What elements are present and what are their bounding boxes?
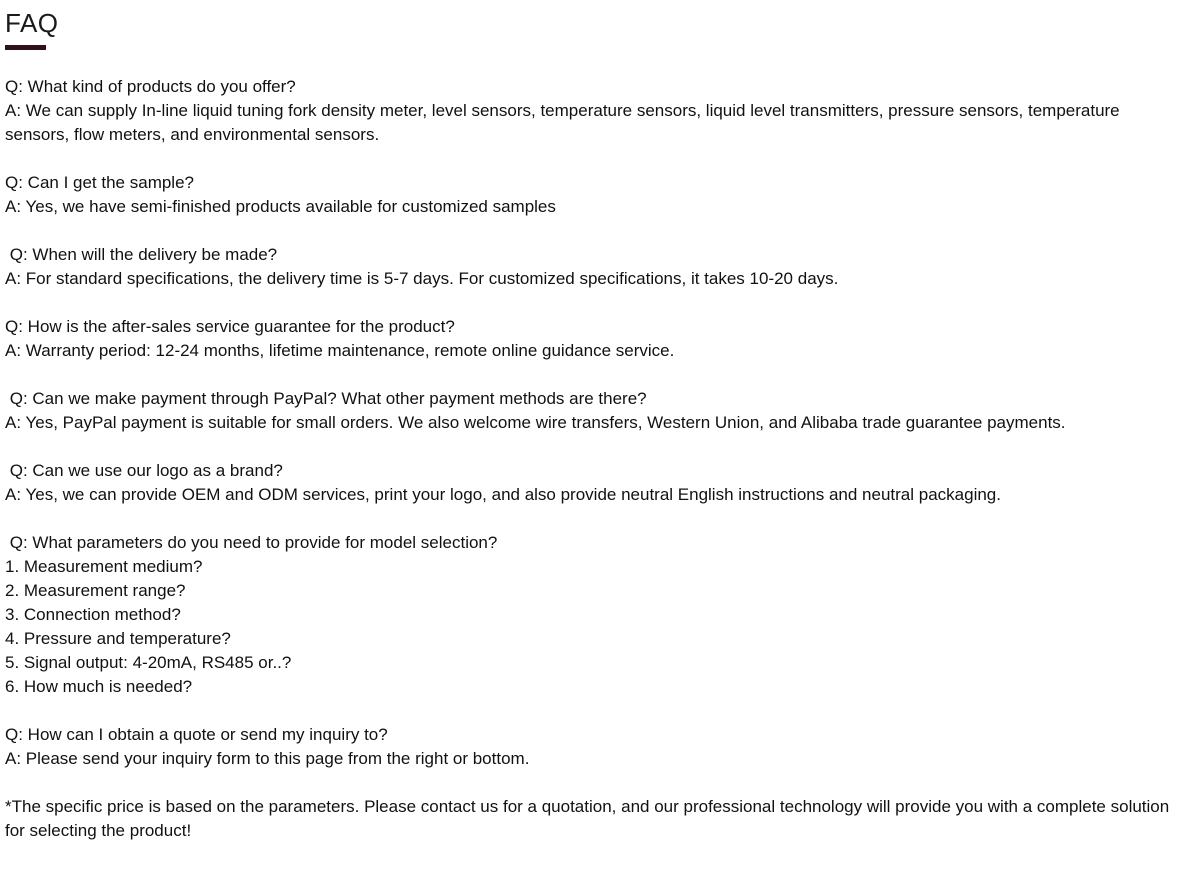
faq-answer: A: Yes, PayPal payment is suitable for small orders. We also welcome wire transfers, Western Union, and Alibaba trade guarantee payments. <box>5 413 1066 432</box>
faq-answer-line: 5. Signal output: 4-20mA, RS485 or..? <box>5 653 292 672</box>
faq-item-quote <box>5 723 1180 771</box>
faq-answer: A: Warranty period: 12-24 months, lifetime maintenance, remote online guidance service. <box>5 341 675 360</box>
faq-answer-line: 6. How much is needed? <box>5 677 193 696</box>
faq-answer: A: Yes, we can provide OEM and ODM services, print your logo, and also provide neutral English instructions and neutral packaging. <box>5 485 1001 504</box>
faq-answer-line: 2. Measurement range? <box>5 581 186 600</box>
page-title: FAQ <box>5 8 59 38</box>
faq-answer: A: We can supply In-line liquid tuning fork density meter, level sensors, temperature sensors, liquid level transmitters, pressure sensors, temperature sensors, flow meters, and environmental sensors. <box>5 101 1125 144</box>
faq-question: Q: How can I obtain a quote or send my inquiry to? <box>5 725 388 744</box>
faq-answer: A: For standard specifications, the delivery time is 5-7 days. For customized specifications, it takes 10-20 days. <box>5 269 839 288</box>
faq-question: Q: Can we use our logo as a brand? <box>5 461 283 480</box>
faq-question: Q: Can I get the sample? <box>5 173 194 192</box>
faq-item-payment <box>5 387 1180 435</box>
faq-answer: A: Please send your inquiry form to this page from the right or bottom. <box>5 749 530 768</box>
faq-question: Q: What parameters do you need to provide for model selection? <box>5 533 498 552</box>
faq-item-sample <box>5 171 1180 219</box>
faq-item-model-selection <box>5 531 1180 699</box>
faq-question: Q: When will the delivery be made? <box>5 245 278 264</box>
faq-answer-line: 4. Pressure and temperature? <box>5 629 231 648</box>
faq-footnote: *The specific price is based on the parameters. Please contact us for a quotation, and our professional technology will provide you with a complete solution for selecting the product! <box>5 797 1174 840</box>
faq-question: Q: Can we make payment through PayPal? What other payment methods are there? <box>5 389 647 408</box>
faq-item-products <box>5 75 1180 147</box>
faq-question: Q: What kind of products do you offer? <box>5 77 296 96</box>
faq-answer-line: 1. Measurement medium? <box>5 557 203 576</box>
title-underline <box>5 45 46 50</box>
faq-answer-line: 3. Connection method? <box>5 605 181 624</box>
faq-item-after-sales <box>5 315 1180 363</box>
faq-item-logo-brand <box>5 459 1180 507</box>
faq-item-delivery <box>5 243 1180 291</box>
faq-answer: A: Yes, we have semi-finished products available for customized samples <box>5 197 556 216</box>
faq-question: Q: How is the after-sales service guarantee for the product? <box>5 317 455 336</box>
faq-content <box>5 75 1180 843</box>
